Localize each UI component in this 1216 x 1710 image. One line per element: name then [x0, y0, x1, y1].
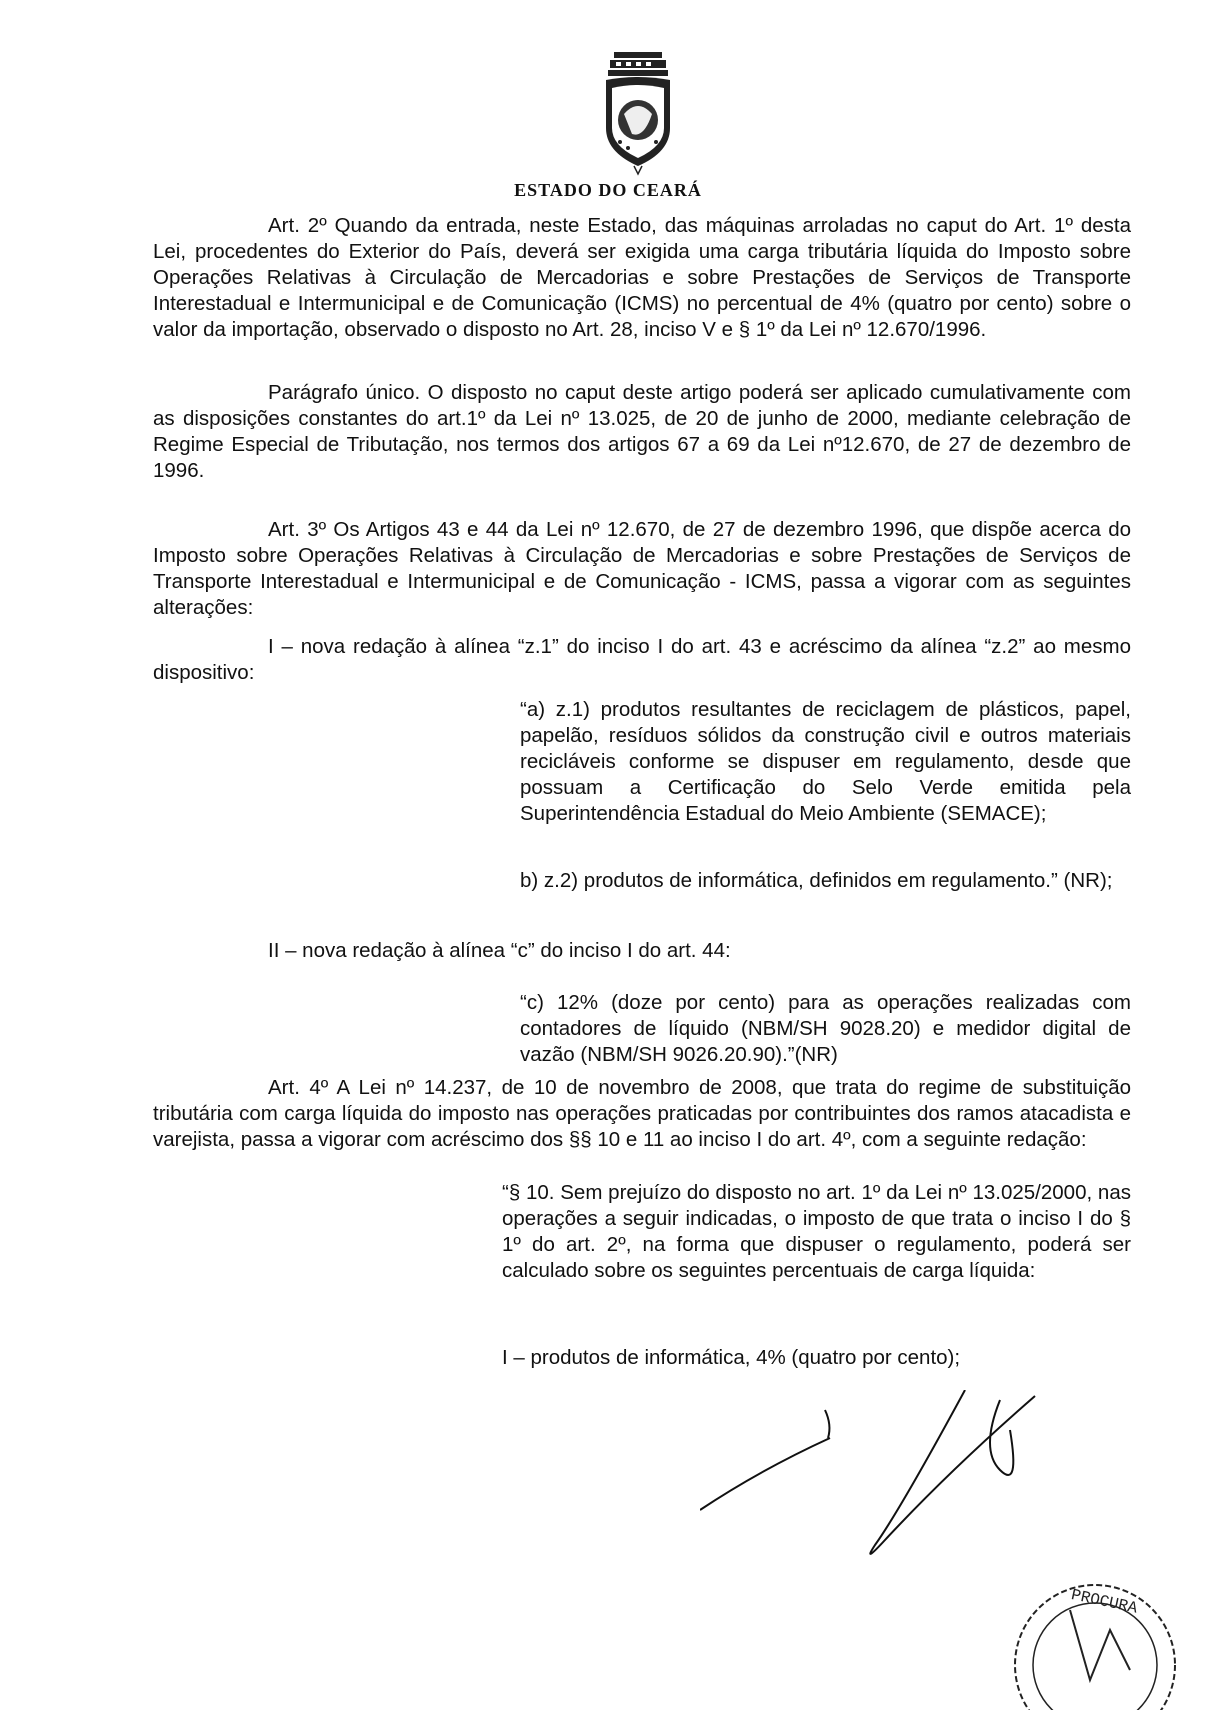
article-3-paragraph: Art. 3º Os Artigos 43 e 44 da Lei nº 12.670, de 27 de dezembro 1996, que dispõe acerca do Imposto sobre Operações Relativas à Circulação de Mercadorias e sobre Prestações de Serviços de Transporte Interestadual e Intermunicipal e de Comunicação - ICMS, passa a vigorar com as seguintes alterações: — [153, 518, 1131, 619]
item-ii-paragraph: II – nova redação à alínea “c” do inciso I do art. 44: — [268, 939, 731, 962]
quote-item-i: I – produtos de informática, 4% (quatro por cento); — [502, 1346, 961, 1369]
svg-text:PROCURA: PROCURA — [1069, 1586, 1139, 1618]
article-4-paragraph: Art. 4º A Lei nº 14.237, de 10 de novembro de 2008, que trata do regime de substituição tributária com carga líquida do imposto nas operações praticadas por contribuintes dos ramos atacadista e varejista, passa a vigorar com acréscimo dos §§ 10 e 11 ao inciso I do art. 4º, com a seguinte redação: — [153, 1076, 1131, 1151]
quote-z2-paragraph: b) z.2) produtos de informática, definidos em regulamento.” (NR); — [520, 869, 1113, 892]
quote-paragraph-10: “§ 10. Sem prejuízo do disposto no art. 1º da Lei nº 13.025/2000, nas operações a seguir indicadas, o imposto de que trata o inciso I do § 1º do art. 2º, na forma que dispuser o regulamento, poderá ser calculado sobre os seguintes percentuais de carga líquida: — [502, 1181, 1131, 1282]
quote-z1-paragraph: “a) z.1) produtos resultantes de reciclagem de plásticos, papel, papelão, resíduos sólidos da construção civil e outros materiais recicláveis conforme se dispuser em regulamento, desde que possuam a Certificação do Selo Verde emitida pela Superintendência Estadual do Meio Ambiente (SEMACE); — [520, 698, 1131, 825]
page-header-title: ESTADO DO CEARÁ — [514, 180, 702, 200]
state-coat-of-arms-icon — [598, 48, 678, 176]
procuradoria-stamp — [1000, 1570, 1190, 1710]
sole-paragraph: Parágrafo único. O disposto no caput deste artigo poderá ser aplicado cumulativamente com as disposições constantes do art.1º da Lei nº 13.025, de 20 de junho de 2000, mediante celebração de Regime Especial de Tributação, nos termos dos artigos 67 a 69 da Lei nº12.670, de 27 de dezembro de 1996. — [153, 381, 1131, 482]
article-2-paragraph: Art. 2º Quando da entrada, neste Estado, das máquinas arroladas no caput do Art. 1º desta Lei, procedentes do Exterior do País, deverá ser exigida uma carga tributária líquida do Imposto sobre Operações Relativas à Circulação de Mercadorias e sobre Prestações de Serviços de Transporte Interestadual e Intermunicipal e de Comunicação (ICMS) no percentual de 4% (quatro por cento) sobre o valor da importação, observado o disposto no Art. 28, inciso V e § 1º da Lei nº 12.670/1996. — [153, 214, 1131, 341]
handwritten-signature — [700, 1390, 1120, 1590]
quote-c-paragraph: “c) 12% (doze por cento) para as operações realizadas com contadores de líquido (NBM/SH 9028.20) e medidor digital de vazão (NBM/SH 9026.20.90).”(NR) — [520, 991, 1131, 1066]
item-i-paragraph: I – nova redação à alínea “z.1” do inciso I do art. 43 e acréscimo da alínea “z.2” ao mesmo dispositivo: — [153, 635, 1131, 684]
